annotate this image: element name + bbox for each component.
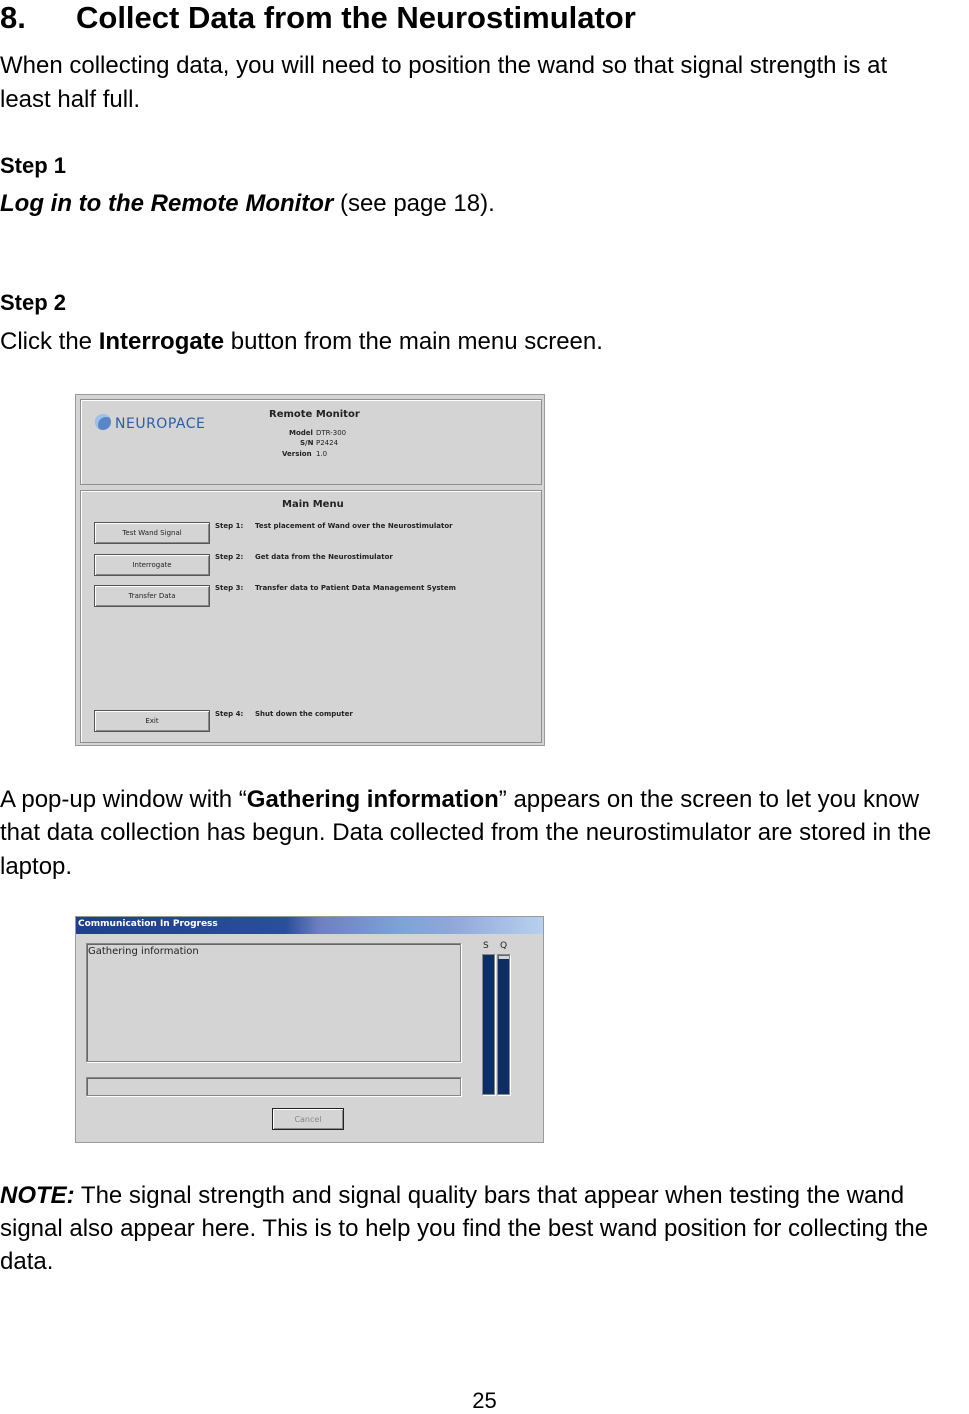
signal-quality-label: Q xyxy=(500,941,508,951)
popup-pre: A pop-up window with “ xyxy=(0,786,247,813)
popup-titlebar xyxy=(76,917,543,934)
popup-line-3: laptop. xyxy=(0,853,73,880)
version-value: 1.0 xyxy=(316,450,328,458)
section-title: Collect Data from the Neurostimulator xyxy=(76,0,636,35)
step-2-desc: Get data from the Neurostimulator xyxy=(255,553,393,561)
signal-strength-bar xyxy=(483,955,494,1094)
version-label: Version xyxy=(282,450,312,458)
sn-value: P2424 xyxy=(316,439,339,447)
popup-line-1 xyxy=(0,783,919,817)
popup-title: Communication In Progress xyxy=(78,919,218,929)
model-value: DTR-300 xyxy=(316,429,347,437)
neuropace-mark-icon xyxy=(95,414,111,430)
signal-quality-bar xyxy=(498,959,509,1094)
note-line-3: data. xyxy=(0,1248,54,1275)
signal-strength-track xyxy=(482,954,495,1095)
step1-tail: (see page 18). xyxy=(333,190,495,217)
step-1-label: Step 1: xyxy=(215,522,244,530)
model-label: Model xyxy=(289,429,313,437)
step-4-desc: Shut down the computer xyxy=(255,710,353,718)
gathering-message: Gathering information xyxy=(88,946,199,957)
note-line-1 xyxy=(0,1179,904,1213)
neuropace-logo: NEUROPACE xyxy=(95,414,205,432)
section-heading xyxy=(0,0,636,36)
note-line-2: signal also appear here. This is to help you find the best wand position for collecting the xyxy=(0,1215,929,1242)
menu-panel xyxy=(80,490,542,743)
exit-button[interactable]: Exit xyxy=(94,710,210,732)
step-1-desc: Test placement of Wand over the Neurostimulator xyxy=(255,522,453,530)
popup-bold: Gathering information xyxy=(246,786,499,813)
message-area xyxy=(86,943,461,1062)
note-text: The signal strength and signal quality bars that appear when testing the wand xyxy=(74,1182,905,1209)
step-3-label: Step 3: xyxy=(215,584,244,592)
step2-button-name: Interrogate xyxy=(98,328,225,355)
sn-label: S/N xyxy=(300,439,314,447)
step2-pre: Click the xyxy=(0,328,99,355)
step2-text xyxy=(0,325,603,359)
step1-action: Log in to the Remote Monitor xyxy=(0,190,334,217)
popup-screenshot xyxy=(75,916,544,1143)
step2-post: button from the main menu screen. xyxy=(224,328,603,355)
main-menu-screenshot xyxy=(75,394,545,746)
step-3-desc: Transfer data to Patient Data Management System xyxy=(255,584,456,592)
step2-label: Step 2 xyxy=(0,290,67,315)
app-title: Remote Monitor xyxy=(269,409,360,420)
header-panel xyxy=(80,399,542,485)
intro-line-1: When collecting data, you will need to position the wand so that signal strength is at xyxy=(0,52,888,79)
step-2-label: Step 2: xyxy=(215,553,244,561)
step1-label: Step 1 xyxy=(0,153,67,178)
popup-post: ” appears on the screen to let you know xyxy=(498,786,920,813)
signal-quality-track xyxy=(497,954,510,1095)
section-number: 8. xyxy=(0,0,26,35)
intro-line-2: least half full. xyxy=(0,86,141,113)
cancel-button[interactable]: Cancel xyxy=(272,1108,344,1130)
note-label: NOTE: xyxy=(0,1182,75,1209)
step1-text xyxy=(0,187,495,221)
progress-bar xyxy=(86,1077,461,1096)
page-number: 25 xyxy=(472,1388,497,1413)
menu-title: Main Menu xyxy=(282,499,344,510)
interrogate-button[interactable]: Interrogate xyxy=(94,554,210,576)
test-wand-signal-button[interactable]: Test Wand Signal xyxy=(94,522,210,544)
popup-line-2: that data collection has begun. Data collected from the neurostimulator are stored in the xyxy=(0,819,932,846)
step-4-label: Step 4: xyxy=(215,710,244,718)
signal-strength-label: S xyxy=(483,941,489,951)
transfer-data-button[interactable]: Transfer Data xyxy=(94,585,210,607)
